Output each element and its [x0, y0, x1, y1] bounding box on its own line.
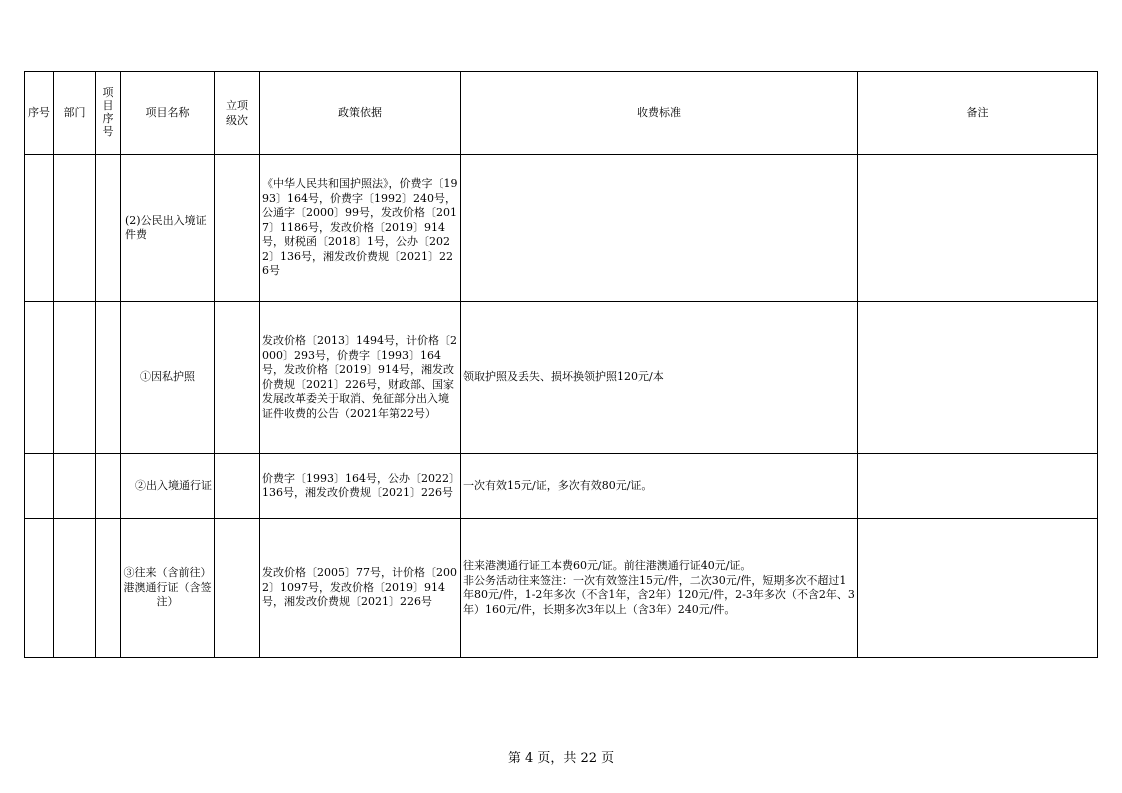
header-remark: 备注 — [858, 72, 1098, 155]
cell-seq — [25, 302, 54, 454]
cell-policy: 发改价格〔2013〕1494号，计价格〔2000〕293号，价费字〔1993〕164号，发改价格〔2019〕914号，湘发改价费规〔2021〕226号，财政部、国家发展改革委关于取消、免征部分出入境证件收费的公告（2021年第22号） — [260, 302, 461, 454]
page-number: 第 4 页，共 22 页 — [507, 751, 615, 766]
cell-item-name — [121, 454, 215, 519]
cell-remark — [858, 155, 1098, 302]
cell-item-name: (2)公民出入境证件费 — [121, 155, 215, 302]
fee-table — [24, 71, 1098, 658]
cell-standard: 往来港澳通行证工本费60元/证。前往港澳通行证40元/证。 非公务活动往来签注：一次有效签注15元/件，二次30元/件，短期多次不超过1年80元/件，1-2年多次（不含1年，含2年）120元/件，2-3年多次（不含2年、3年）160元/件，长期多次3年以上（含3年）240元/件。 — [461, 519, 858, 658]
table-row — [25, 302, 1098, 454]
header-item-seq — [96, 72, 121, 155]
table-row — [25, 454, 1098, 519]
header-seq: 序号 — [25, 72, 54, 155]
cell-level — [215, 155, 260, 302]
cell-item-seq — [96, 302, 121, 454]
cell-policy: 价费字〔1993〕164号，公办〔2022〕136号，湘发改价费规〔2021〕226号 — [260, 454, 461, 519]
header-level-label: 立项级次 — [226, 98, 248, 127]
header-standard: 收费标准 — [461, 72, 858, 155]
header-policy: 政策依据 — [260, 72, 461, 155]
cell-level — [215, 519, 260, 658]
cell-seq — [25, 155, 54, 302]
cell-item-seq — [96, 454, 121, 519]
cell-level — [215, 302, 260, 454]
cell-standard: 一次有效15元/证，多次有效80元/证。 — [461, 454, 858, 519]
header-item-name: 项目名称 — [121, 72, 215, 155]
cell-seq — [25, 454, 54, 519]
cell-seq — [25, 519, 54, 658]
cell-item-name-text: ②出入境通行证 — [135, 478, 212, 492]
cell-item-seq — [96, 519, 121, 658]
cell-item-seq — [96, 155, 121, 302]
table-row — [25, 155, 1098, 302]
cell-standard: 领取护照及丢失、损坏换领护照120元/本 — [461, 302, 858, 454]
header-item-seq-label: 项目序号 — [102, 86, 114, 139]
cell-remark — [858, 302, 1098, 454]
cell-item-name: ③往来（含前往）港澳通行证（含签注） — [121, 519, 215, 658]
cell-dept — [54, 302, 96, 454]
cell-dept — [54, 155, 96, 302]
cell-dept — [54, 454, 96, 519]
cell-policy: 发改价格〔2005〕77号，计价格〔2002〕1097号，发改价格〔2019〕914号，湘发改价费规〔2021〕226号 — [260, 519, 461, 658]
header-level — [215, 72, 260, 155]
header-dept: 部门 — [54, 72, 96, 155]
cell-remark — [858, 519, 1098, 658]
cell-level — [215, 454, 260, 519]
cell-standard — [461, 155, 858, 302]
cell-item-name: ①因私护照 — [121, 302, 215, 454]
cell-dept — [54, 519, 96, 658]
header-row — [25, 72, 1098, 155]
cell-policy: 《中华人民共和国护照法》，价费字〔1993〕164号，价费字〔1992〕240号，公通字〔2000〕99号，发改价格〔2017〕1186号，发改价格〔2019〕914号，财税函〔2018〕1号，公办〔2022〕136号，湘发改价费规〔2021〕226号 — [260, 155, 461, 302]
table-row — [25, 519, 1098, 658]
cell-remark — [858, 454, 1098, 519]
